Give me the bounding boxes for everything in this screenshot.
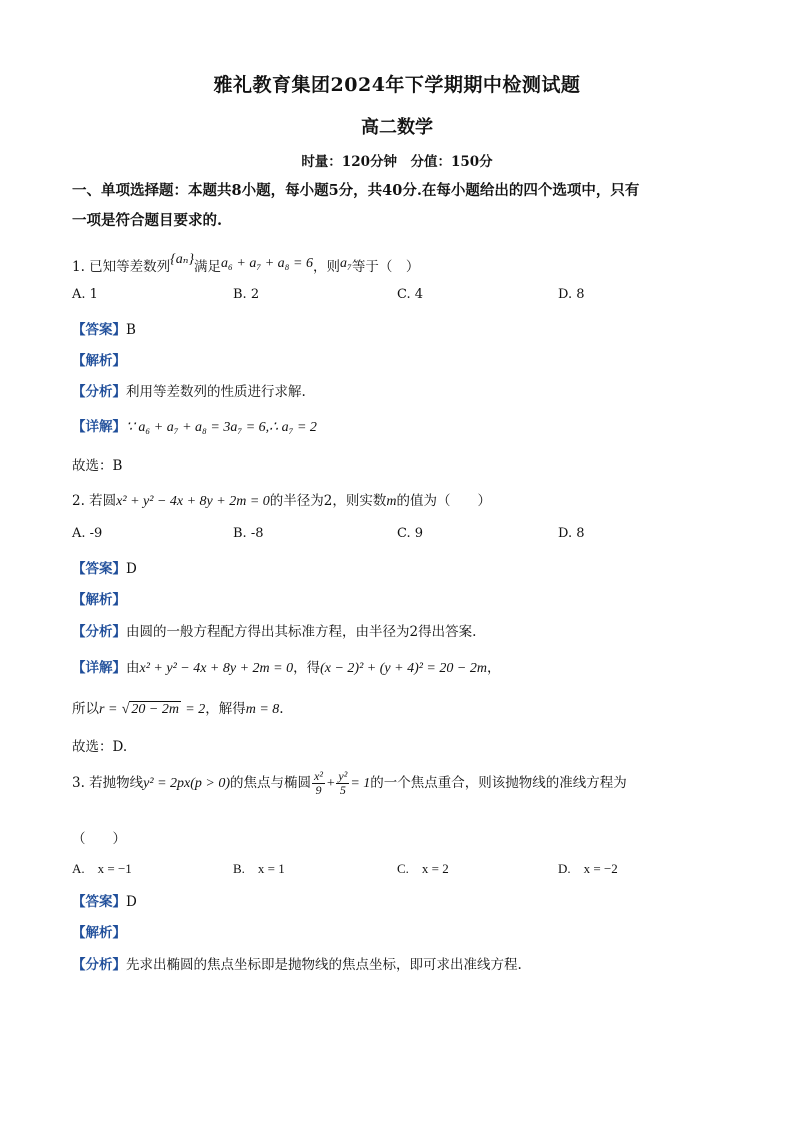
analysis-tag: 【分析】 xyxy=(72,957,126,973)
q2-analysis-text: 由圆的一般方程配方得出其标准方程，由半径为2得出答案. xyxy=(126,624,477,640)
q3-frac-x-den: 9 xyxy=(315,783,322,797)
q2-text-1: 2. 若圆 xyxy=(72,493,117,509)
q2-option-a: A. -9 xyxy=(72,526,103,541)
q2-detail-eq2: (x − 2)² + (y + 4)² = 20 − 2m xyxy=(320,661,487,676)
q3-option-b: B. x = 1 xyxy=(233,861,285,876)
q2-answer-value: D xyxy=(126,561,137,577)
section-heading-line2: 一项是符合题目要求的. xyxy=(72,212,223,229)
analysis-tag: 【分析】 xyxy=(72,624,126,640)
answer-tag: 【答案】 xyxy=(72,561,126,577)
q3-frac-x-num: x² xyxy=(314,769,323,783)
question-2-stem xyxy=(72,489,491,510)
q2-option-d: D. 8 xyxy=(558,526,585,541)
q3-text-2: 的焦点与椭圆 xyxy=(230,775,312,791)
q2-jiexi-tag: 【解析】 xyxy=(72,592,126,608)
q1-sequence: {aₙ} xyxy=(170,252,195,267)
q3-answer xyxy=(72,890,137,910)
detail-tag: 【详解】 xyxy=(72,419,126,435)
q2-detail-eq1: x² + y² − 4x + 8y + 2m = 0 xyxy=(139,661,294,676)
q2-r-rhs: = 2 xyxy=(185,702,206,717)
q3-eq-one: = 1 xyxy=(350,776,371,791)
answer-tag: 【答案】 xyxy=(72,894,126,910)
q1-detail-math: ∵ a₆ + a₇ + a₈ = 3a₇ = 6,∴ a₇ = 2 xyxy=(126,420,317,435)
q2-detail-text-3: ， xyxy=(486,660,501,676)
q3-jiexi-tag: 【解析】 xyxy=(72,925,126,941)
q2-choose: 故选：D. xyxy=(72,739,128,755)
q1-analysis-text: 利用等差数列的性质进行求解. xyxy=(126,384,306,400)
section-heading-line1: 一、单项选择题：本题共8小题，每小题5分，共40分.在每小题给出的四个选项中，只有 xyxy=(72,182,640,199)
q2-variable: m xyxy=(386,494,397,509)
q3-text-1: 3. 若抛物线 xyxy=(72,775,144,791)
q2-text-2: 的半径为2，则实数 xyxy=(269,493,387,509)
q2-option-b: B. -8 xyxy=(233,526,264,541)
q2-detail xyxy=(72,656,500,677)
q1-choose: 故选：B xyxy=(72,458,123,474)
q2-sol-text-1: 所以 xyxy=(72,701,99,717)
q2-analysis xyxy=(72,620,476,640)
q1-text-4: 等于（ ） xyxy=(351,259,420,275)
q2-sol-text-3: . xyxy=(279,701,284,717)
q3-fraction-x xyxy=(312,770,325,797)
q2-option-c: C. 9 xyxy=(397,526,424,541)
q1-option-b: B. 2 xyxy=(233,287,260,302)
question-1-stem xyxy=(72,252,420,276)
q2-r-lhs: r = xyxy=(99,702,118,717)
q3-frac-y-den: 5 xyxy=(339,783,346,797)
q2-sol-text-2: ，解得 xyxy=(205,701,246,717)
q3-text-3: 的一个焦点重合，则该抛物线的准线方程为 xyxy=(370,775,627,791)
q1-jiexi-tag: 【解析】 xyxy=(72,353,126,369)
q1-text-2: 满足 xyxy=(194,259,222,275)
q2-answer xyxy=(72,557,137,577)
detail-tag: 【详解】 xyxy=(72,660,126,676)
q2-solution xyxy=(72,697,284,718)
q1-option-c: C. 4 xyxy=(397,287,424,302)
q1-analysis xyxy=(72,380,306,400)
q1-variable: a₇ xyxy=(340,256,352,271)
q2-text-3: 的值为（ ） xyxy=(396,493,491,509)
q3-option-d: D. x = −2 xyxy=(558,861,618,876)
q3-analysis xyxy=(72,953,522,973)
exam-info: 时量：120分钟 分值：150分 xyxy=(301,154,493,170)
subject-title: 高二数学 xyxy=(361,117,433,138)
q2-equation: x² + y² − 4x + 8y + 2m = 0 xyxy=(116,494,270,509)
q1-text-3: ，则 xyxy=(313,259,340,275)
q3-answer-value: D xyxy=(126,894,137,910)
q1-option-a: A. 1 xyxy=(72,287,98,302)
q1-condition: a₆ + a₇ + a₈ = 6 xyxy=(221,256,313,271)
q3-frac-y-num: y² xyxy=(338,769,348,783)
q3-option-c: C. x = 2 xyxy=(397,861,449,876)
q3-analysis-text: 先求出椭圆的焦点坐标即是抛物线的焦点坐标，即可求出准线方程. xyxy=(126,957,522,973)
q2-m-value: m = 8 xyxy=(245,702,280,717)
exam-title: 雅礼教育集团2024年下学期期中检测试题 xyxy=(213,74,581,96)
q1-answer xyxy=(72,318,136,338)
q1-text-1: 1. 已知等差数列 xyxy=(72,259,171,275)
q2-detail-text-1: 由 xyxy=(126,660,140,676)
q3-fraction-y xyxy=(336,770,349,797)
q3-paren: （ ） xyxy=(72,831,126,847)
q2-r-radicand: 20 − 2m xyxy=(131,702,179,717)
question-3-stem xyxy=(72,770,627,797)
q1-option-d: D. 8 xyxy=(558,287,585,302)
analysis-tag: 【分析】 xyxy=(72,384,126,400)
q3-option-a: A. x = −1 xyxy=(72,861,132,876)
q1-answer-value: B xyxy=(126,322,136,338)
q3-plus: + xyxy=(325,776,336,791)
answer-tag: 【答案】 xyxy=(72,322,126,338)
q3-parabola: y² = 2px(p > 0) xyxy=(143,776,231,791)
q2-detail-text-2: ，得 xyxy=(293,660,321,676)
sqrt-icon: √ xyxy=(121,702,130,717)
q1-detail xyxy=(72,415,317,436)
